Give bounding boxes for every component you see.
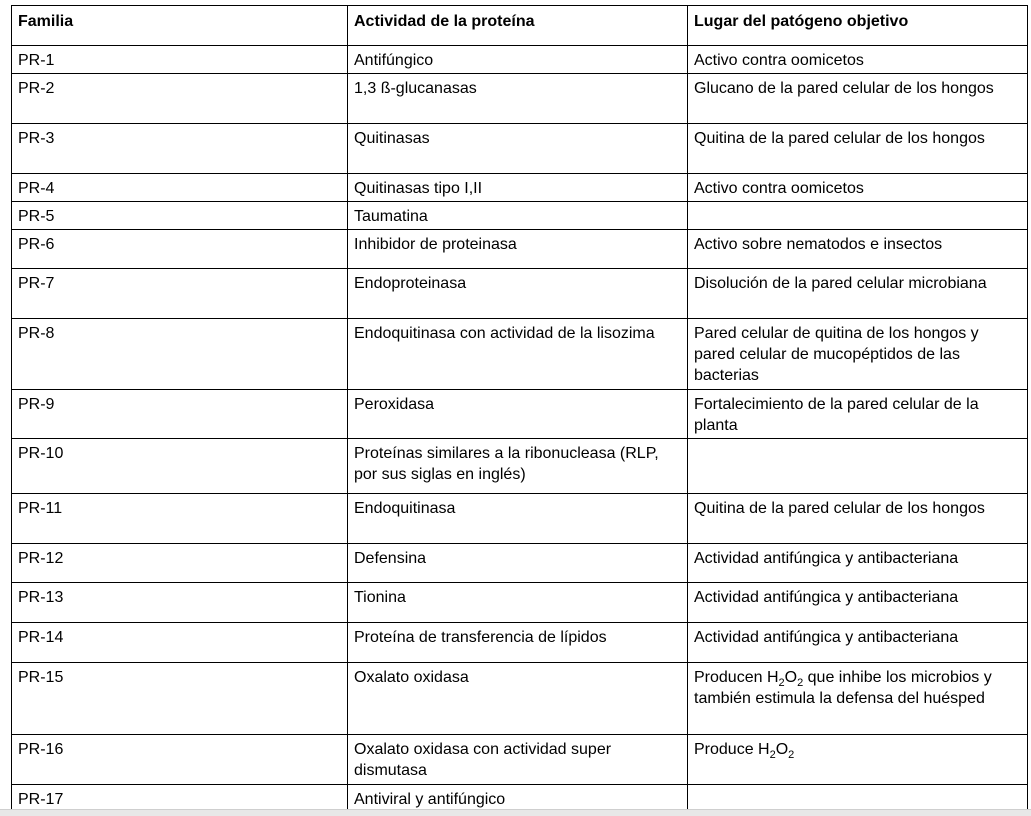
table-row	[12, 46, 1028, 74]
target-cell	[688, 202, 1028, 230]
target-text: O	[775, 741, 789, 758]
table-row	[12, 439, 1028, 494]
target-cell: Actividad antifúngica y antibacteriana	[688, 544, 1028, 583]
target-cell: Actividad antifúngica y antibacteriana	[688, 623, 1028, 663]
activity-cell: Endoquitinasa con actividad de la lisozima	[348, 319, 688, 390]
family-cell: PR-1	[12, 46, 348, 74]
activity-cell: Antifúngico	[348, 46, 688, 74]
pr-proteins-table	[11, 5, 1028, 813]
target-text: Produce H	[694, 741, 770, 758]
subscript: 2	[769, 749, 776, 761]
family-cell: PR-13	[12, 583, 348, 623]
target-text: O	[784, 669, 798, 686]
activity-cell: Defensina	[348, 544, 688, 583]
subscript: 2	[778, 677, 785, 689]
family-cell: PR-15	[12, 663, 348, 735]
target-cell: Pared celular de quitina de los hongos y pared celular de mucopéptidos de las bacterias	[688, 319, 1028, 390]
table-row	[12, 174, 1028, 202]
activity-cell: Quitinasas	[348, 124, 688, 174]
target-cell: Actividad antifúngica y antibacteriana	[688, 583, 1028, 623]
header-lugar: Lugar del patógeno objetivo	[688, 6, 1028, 46]
family-cell: PR-5	[12, 202, 348, 230]
header-familia: Familia	[12, 6, 348, 46]
target-text: Producen H	[694, 669, 779, 686]
table-row	[12, 74, 1028, 124]
activity-cell: Oxalato oxidasa con actividad super dismutasa	[348, 735, 688, 785]
family-cell: PR-12	[12, 544, 348, 583]
family-cell: PR-8	[12, 319, 348, 390]
family-cell: PR-14	[12, 623, 348, 663]
header-actividad: Actividad de la proteína	[348, 6, 688, 46]
table-row	[12, 623, 1028, 663]
subscript: 2	[788, 749, 795, 761]
family-cell: PR-16	[12, 735, 348, 785]
activity-cell: Taumatina	[348, 202, 688, 230]
table-row	[12, 583, 1028, 623]
target-cell: Activo sobre nematodos e insectos	[688, 230, 1028, 269]
activity-cell: Quitinasas tipo I,II	[348, 174, 688, 202]
table-row	[12, 390, 1028, 439]
target-cell: Activo contra oomicetos	[688, 46, 1028, 74]
activity-cell: Inhibidor de proteinasa	[348, 230, 688, 269]
target-cell	[688, 663, 1028, 735]
family-cell: PR-3	[12, 124, 348, 174]
activity-cell: Tionina	[348, 583, 688, 623]
subscript: 2	[797, 677, 804, 689]
family-cell: PR-9	[12, 390, 348, 439]
table-row	[12, 735, 1028, 785]
target-cell	[688, 439, 1028, 494]
activity-cell: Endoquitinasa	[348, 494, 688, 544]
table-row	[12, 124, 1028, 174]
activity-cell: Proteína de transferencia de lípidos	[348, 623, 688, 663]
table-row	[12, 202, 1028, 230]
activity-cell: Peroxidasa	[348, 390, 688, 439]
target-cell: Quitina de la pared celular de los hongos	[688, 124, 1028, 174]
table-row	[12, 544, 1028, 583]
family-cell: PR-2	[12, 74, 348, 124]
table-row	[12, 230, 1028, 269]
target-cell: Quitina de la pared celular de los hongos	[688, 494, 1028, 544]
activity-cell: Antiviral y antifúngico	[348, 785, 688, 813]
family-cell: PR-17	[12, 785, 348, 813]
header-row	[12, 6, 1028, 46]
target-cell: Activo contra oomicetos	[688, 174, 1028, 202]
table-row	[12, 319, 1028, 390]
target-cell: Disolución de la pared celular microbiana	[688, 269, 1028, 319]
target-cell	[688, 735, 1028, 785]
family-cell: PR-4	[12, 174, 348, 202]
activity-cell: Proteínas similares a la ribonucleasa (RLP, por sus siglas en inglés)	[348, 439, 688, 494]
target-text: que inhibe los microbios y también estimula la defensa del huésped	[694, 669, 992, 707]
table-row	[12, 269, 1028, 319]
family-cell: PR-7	[12, 269, 348, 319]
table-row	[12, 663, 1028, 735]
family-cell: PR-10	[12, 439, 348, 494]
activity-cell: Oxalato oxidasa	[348, 663, 688, 735]
target-cell: Glucano de la pared celular de los hongos	[688, 74, 1028, 124]
activity-cell: Endoproteinasa	[348, 269, 688, 319]
family-cell: PR-11	[12, 494, 348, 544]
family-cell: PR-6	[12, 230, 348, 269]
table-row	[12, 494, 1028, 544]
activity-cell: 1,3 ß-glucanasas	[348, 74, 688, 124]
target-cell: Fortalecimiento de la pared celular de la planta	[688, 390, 1028, 439]
